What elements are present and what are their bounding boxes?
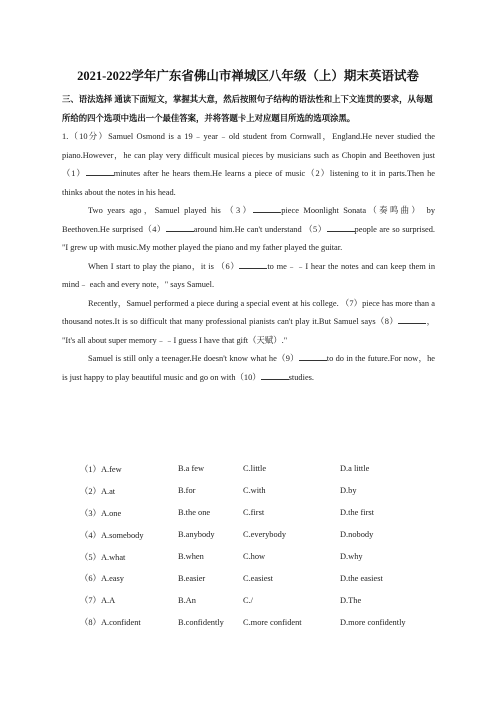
option-row: （2）A.at B.for C.with D.by	[80, 486, 357, 496]
section-heading: 三、语法选择 通读下面短文，掌握其大意，然后按照句子结构的语法性和上下文连贯的要求，从每题所给的四个选项中选出一个最佳答案，并将答题卡上对应题目所选的选项涂黑。	[62, 95, 433, 123]
answer-blank-1	[86, 167, 114, 176]
answer-blank-5	[327, 223, 355, 232]
option-row: （6）A.easy B.easier C.easiest D.the easiest	[80, 573, 383, 584]
passage-paragraph-1: 1.（10分）Samuel Osmond is a 19﹣year﹣old student from Cornwall，England.He never studied the piano.However，he can play very difficult musical pieces by musicians such as Chopin and Beethoven just （1） minutes after he hears them.He learns a piece of music（2）listening to it in parts.Then he thinks about the notes in his head.	[62, 132, 436, 197]
passage-paragraph-2: Two years ago，Samuel played his （3） piece Moonlight Sonata（奏鸣曲） by Beethoven.He surprised（4） around him.He can't understand （5） people are so surprised. "I grew up with music.My mother played the piano and my father played the guitar.	[62, 206, 436, 252]
answer-blank-4	[166, 223, 194, 232]
option-row: （3）A.one B.the one C.first D.the first	[80, 508, 374, 518]
passage-paragraph-3: When I start to play the piano，it is （6） to me﹣﹣I hear the notes and can keep them in mind﹣ each and every note，" says Samuel.	[62, 261, 436, 289]
question-number: 1.	[62, 132, 69, 141]
passage-paragraph-4: Recently，Samuel performed a piece during a special event at his college. （7）piece has more than a thousand notes.It is so difficult that many professional pianists can't play it.But Samuel says（8） ， "It's all about super memory﹣﹣I guess I have that gift（天赋）."	[62, 298, 435, 345]
option-row: （8）A.confident B.confidently C.more confident D.more confidently	[80, 617, 406, 628]
reading-passage	[62, 128, 435, 387]
answer-blank-10	[261, 371, 289, 380]
exam-title: 2021-2022学年广东省佛山市禅城区八年级（上）期末英语试卷	[77, 69, 419, 83]
option-row: （7）A.A B.An C./ D.The	[80, 595, 362, 606]
answer-blank-9	[299, 352, 327, 361]
option-row: （4）A.somebody B.anybody C.everybody D.nobody	[80, 530, 374, 540]
option-row: （1）A.few B.a few C.little D.a little	[80, 464, 370, 474]
option-row: （5）A.what B.when C.how D.why	[80, 552, 363, 562]
answer-blank-3	[253, 204, 281, 213]
passage-paragraph-5: Samuel is still only a teenager.He doesn't know what he（9） to do in the future.For now，he is just happy to play beautiful music and go on with（10） studies.	[62, 354, 435, 382]
answer-blank-6	[239, 260, 267, 269]
answer-blank-8	[398, 315, 426, 324]
question-points: （10分）	[68, 132, 109, 141]
options-table	[80, 458, 430, 633]
